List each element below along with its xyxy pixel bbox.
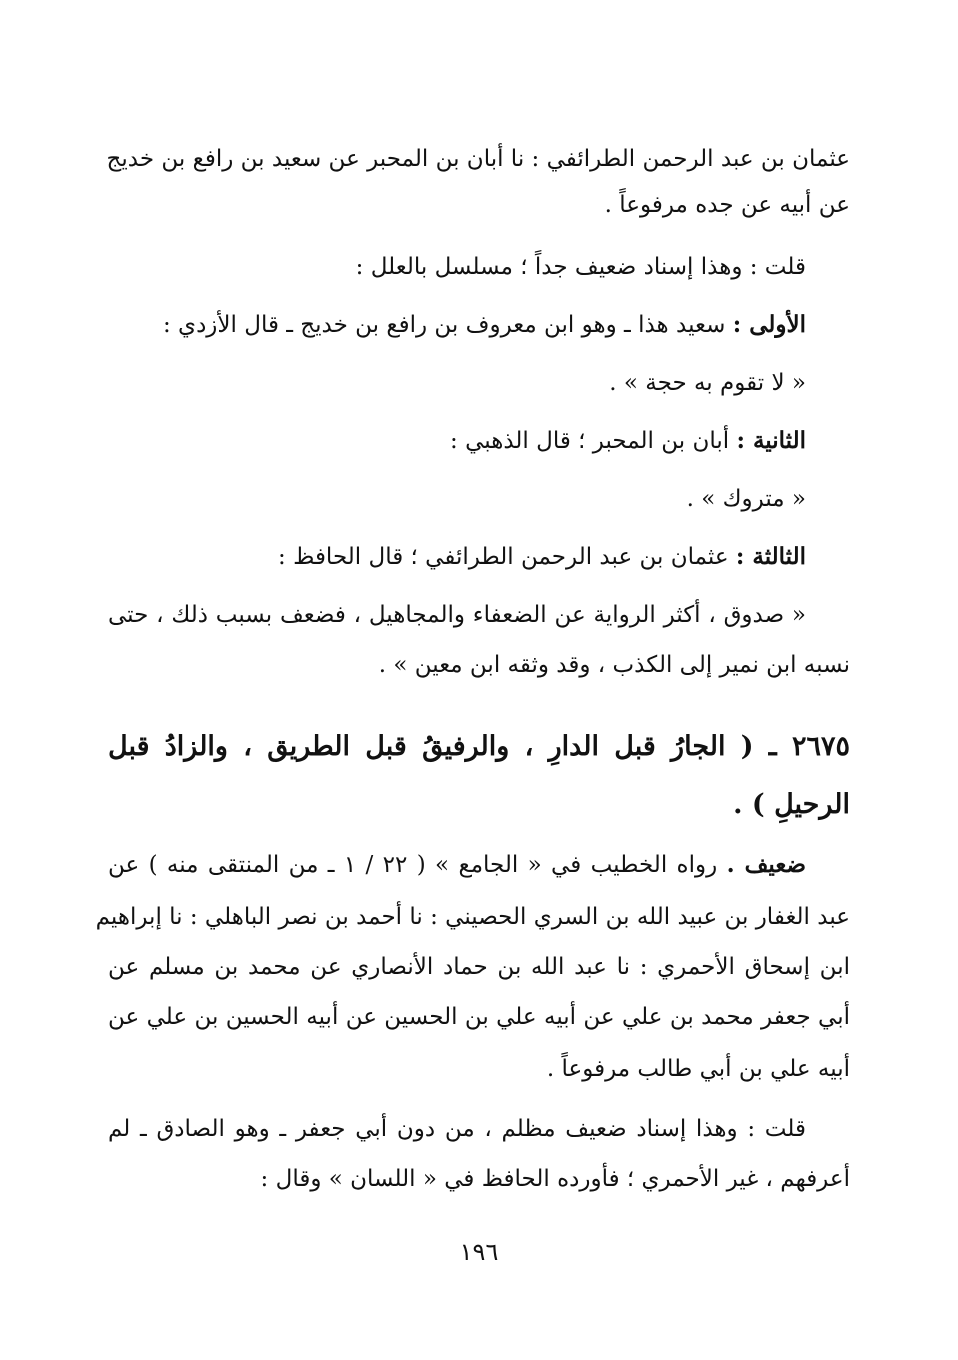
hadith-heading: الرحيلِ ) .	[733, 789, 850, 820]
text-line: ابن إسحاق الأحمري : نا عبد الله بن حماد الأنصاري عن محمد بن مسلم عن	[108, 954, 850, 980]
text-line: عثمان بن عبد الرحمن الطرائفي : نا أبان بن المحبر عن سعيد بن رافع بن خديج	[106, 146, 850, 172]
point-label: الأولى :	[732, 311, 806, 338]
page-number: ١٩٦	[459, 1238, 499, 1266]
quote-line: « متروك » .	[686, 486, 806, 512]
text-line: عن أبيه عن جده مرفوعاً .	[604, 192, 850, 218]
point-label: الثالثة :	[735, 543, 806, 570]
text-line: الثالثة : عثمان بن عبد الرحمن الطرائفي ؛ قال الحافظ :	[278, 543, 806, 570]
quote-line: « لا تقوم به حجة » .	[609, 370, 806, 396]
text-line: الأولى : سعيد هذا ـ وهو ابن معروف بن رافع بن خديج ـ قال الأزدي :	[163, 311, 806, 338]
text-line: ضعيف . رواه الخطيب في « الجامع » ( ٢٢ / ١ ـ من المنتقى منه ) عن	[108, 851, 806, 878]
text-line: الثانية : أبان بن المحبر ؛ قال الذهبي :	[450, 427, 806, 454]
text-line: أبيه علي بن أبي طالب مرفوعاً .	[546, 1056, 850, 1082]
quote-line: نسبه ابن نمير إلى الكذب ، وقد وثقه ابن معين » .	[378, 652, 850, 678]
point-label: الثانية :	[736, 427, 806, 454]
quote-line: « صدوق ، أكثر الرواية عن الضعفاء والمجاهيل ، فضعف بسبب ذلك ، حتى	[108, 602, 806, 628]
text-line: قلت : وهذا إسناد ضعيف جداً ؛ مسلسل بالعلل :	[355, 254, 806, 280]
text-line: عبد الغفار بن عبيد الله بن السري الحصيني : نا أحمد بن نصر الباهلي : نا إبراهيم	[95, 904, 850, 930]
text-line: أبي جعفر محمد بن علي عن أبيه علي بن الحسين عن أبيه الحسين بن علي عن	[108, 1004, 850, 1030]
text-line: قلت : وهذا إسناد ضعيف مظلم ، من دون أبي جعفر ـ وهو الصادق ـ لم	[108, 1116, 806, 1142]
grade-label: ضعيف .	[726, 851, 806, 878]
text-line: أعرفهم ، غير الأحمري ؛ فأورده الحافظ في « اللسان » وقال :	[260, 1166, 850, 1192]
hadith-heading: ٢٦٧٥ ـ ( الجارُ قبل الدارِ ، والرفيقُ قبل الطريق ، والزادُ قبل	[108, 731, 850, 762]
